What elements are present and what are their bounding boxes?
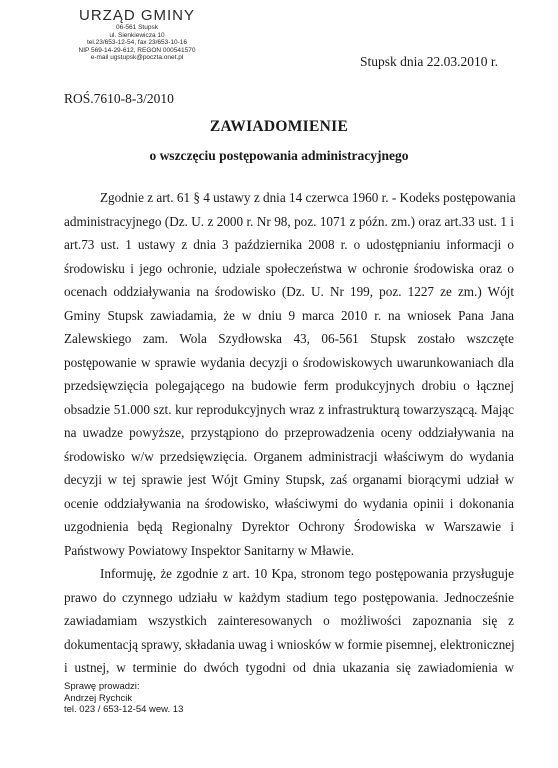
body-line: obsadzie 51.000 szt. kur reprodukcyjnych wraz z infrastrukturą towarzyszącą. Mając xyxy=(64,401,514,417)
body-line: ocenie oddziaływania na środowisko, właściwymi do wydania opinii i dokonania xyxy=(64,495,514,511)
office-stamp xyxy=(72,8,202,62)
body-line: dokumentacją sprawy, składania uwag i wniosków w formie pisemnej, elektronicznej xyxy=(64,636,515,652)
body-line: decyzji w tej sprawie jest Wójt Gminy Stupsk, zaś organami biorącymi udział w xyxy=(64,472,514,487)
stamp-nip-regon: NIP 569-14-29-612, REGON 000541570 xyxy=(78,46,196,54)
body-line: przedsięwzięcia polegającego na budowie ferm produkcyjnych drobiu o łącznej xyxy=(64,378,514,393)
body-line: na uwadze powyższe, przystąpiono do przeprowadzenia oceny oddziaływania na xyxy=(64,425,514,440)
document-date: Stupsk dnia 22.03.2010 r. xyxy=(359,54,498,69)
body-line: środowisku i jego ochronie, udziale społeczeństwa w ochronie środowiska oraz o xyxy=(64,260,514,276)
stamp-email: e-mail ugstupsk@poczta.onet.pl xyxy=(90,54,184,62)
footer-handler-name: Andrzej Rychcik xyxy=(64,692,133,704)
body-line: Informuję, że zgodnie z art. 10 Kpa, stronom tego postępowania przysługuje xyxy=(100,566,514,581)
stamp-phone: tel.23/653-12-54, fax 23/653-10-16 xyxy=(86,39,188,47)
stamp-office-name: URZĄD GMINY xyxy=(79,7,195,24)
reference-number: ROŚ.7610-8-3/2010 xyxy=(64,91,174,106)
body-line: uzgodnienia będą Regionalny Dyrektor Ochrony Środowiska w Warszawie i xyxy=(64,519,514,534)
document-subtitle: o wszczęciu postępowania administracyjnego xyxy=(149,148,409,163)
body-line: postępowanie w sprawie wydania decyzji o środowiskowych uwarunkowaniach dla xyxy=(64,354,514,370)
document-title: ZAWIADOMIENIE xyxy=(209,118,349,135)
body-line: środowisko w/w przedsięwzięcia. Organem administracji właściwym do wydania xyxy=(64,448,514,464)
body-line: Zgodnie z art. 61 § 4 ustawy z dnia 14 czerwca 1960 r. - Kodeks postępowania xyxy=(100,190,516,205)
body-line: ocenach oddziaływania na środowisko (Dz. U. Nr 199, poz. 1227 ze zm.) Wójt xyxy=(64,284,514,299)
footer-label: Sprawę prowadzi: xyxy=(64,681,140,692)
body-line: Państwowy Powiatowy Inspektor Sanitarny w Mławie. xyxy=(64,542,355,558)
body-line: art.73 ust. 1 ustawy z dnia 3 października 2008 r. o udostępnianiu informacji o xyxy=(64,237,514,252)
body-line: Gminy Stupsk zawiadamia, że w dniu 9 marca 2010 r. na wniosek Pana Jana xyxy=(64,307,514,323)
body-line: zawiadamiam wszystkich zainteresowanych o możliwości zapoznania się z xyxy=(64,613,514,628)
body-line: prawo do czynnego udziału w każdym stadium tego postępowania. Jednocześnie xyxy=(64,589,514,605)
stamp-street: ul. Sienkiewicza 10 xyxy=(109,31,165,39)
footer-phone: tel. 023 / 653-12-54 wew. 13 xyxy=(64,704,184,715)
document-body xyxy=(64,186,514,680)
body-line: administracyjnego (Dz. U. z 2000 r. Nr 98, poz. 1071 z późn. zm.) oraz art.33 ust. 1 i xyxy=(64,213,514,229)
case-handler-info xyxy=(64,681,183,716)
stamp-postal: 06-561 Stupsk xyxy=(116,24,158,31)
body-line: i ustnej, w terminie do dwóch tygodni od dnia ukazania się zawiadomienia w xyxy=(64,660,514,675)
body-line: Zalewskiego zam. Wola Szydłowska 43, 06-561 Stupsk zostało wszczęte xyxy=(64,331,514,346)
